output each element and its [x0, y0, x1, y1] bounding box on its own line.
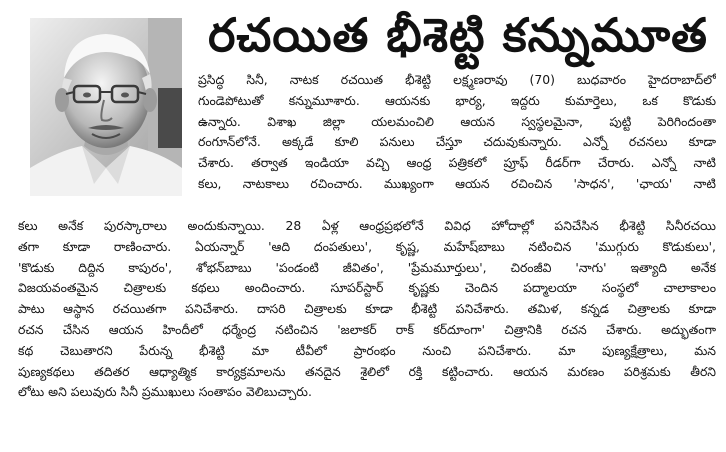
article-body-bottom	[18, 216, 716, 403]
article-line: కథ చెబుతారని పేరున్న భీశెట్టి మా టీవీలో ప్రారంభం నుంచి పనిచేశారు. మా పుణ్యక్షేత్రాలు, మన	[18, 342, 716, 358]
author-portrait-image	[30, 18, 182, 196]
article-line: పుణ్యకథలు తదితర ఆధ్యాత్మిక కార్యక్రమాలను తనదైన శైలిలో రక్తి కట్టించారు. ఆయన మరణం పరిశ్రమకు తీరని	[18, 363, 716, 379]
article-line: రచన చేసిన ఆయన హిందీలో ధర్మేంద్ర నటించిన 'జలాకర్ రాక్ కర్‌దూంగా' చిత్రానికి రచన చేశారు. అద్భుతంగా	[18, 321, 716, 337]
article-line: కలు, నాటకాలు రచించారు. ముఖ్యంగా ఆయన రచించిన 'సాధన', 'ఛాయ' నాటి	[198, 175, 716, 191]
article-body-top	[198, 70, 716, 195]
article-line: చేశారు. తర్వాత ఇండియా వచ్చి ఆంధ్ర పత్రికలో ప్రూఫ్ రీడర్‌గా చేరారు. ఎన్నో నాటి	[198, 155, 716, 171]
author-photo	[30, 18, 182, 196]
article-line: విజయవంతమైన చిత్రాలకు కథలు అందించారు. సూపర్‌స్టార్ కృష్ణకు చెందిన పద్మాలయా సంస్థలో చాలాకాలం	[18, 280, 716, 296]
article-line: రంగూన్‌లోనే. అక్కడే కూలి పనులు చేస్తూ చదువుకున్నారు. ఎన్నో రచనలు కూడా	[198, 134, 716, 150]
article-line: కలు అనేక పురస్కారాలు అందుకున్నాయి. 28 ఏళ్ల ఆంధ్రప్రభలోనే వివిధ హోదాల్లో పనిచేసిన భీశెట్టి సినీరచయి	[18, 218, 716, 233]
article-line: ప్రసిద్ధ సినీ, నాటక రచయిత భీశెట్టి లక్ష్మణరావు (70) బుధవారం హైదరాబాద్‌లో	[198, 72, 716, 87]
article-line: లోటు అని పలువురు సినీ ప్రముఖులు సంతాపం వెలిబుచ్చారు.	[18, 384, 312, 400]
article-line: ఉన్నారు. విశాఖ జిల్లా యలమంచిలి ఆయన స్వస్థలమైనా, పుట్టి పెరిగిందంతా	[198, 113, 716, 129]
article-line: 'కొడుకు దిద్దిన కాపురం', శోభన్‌బాబు 'పండంటి జీవితం', 'ప్రేమమూర్తులు', చిరంజీవి 'నాగు' ఇత్యాది అనేక	[18, 259, 716, 275]
article-line: పాటు ఆస్థాన రచయితగా పనిచేశారు. దాసరి చిత్రాలకు కూడా భీశెట్టి పనిచేశారు. తమిళ, కన్నడ చిత్రాలకు కూడా	[18, 301, 716, 317]
article-line: తగా కూడా రాణించారు. ఏయన్నార్ 'ఆది దంపతులు', కృష్ణ, మహేష్‌బాబు నటించిన 'ముగ్గురు కొడుకులు',	[18, 238, 716, 254]
article-line: గుండెపోటుతో కన్నుమూశారు. ఆయనకు భార్య, ఇద్దరు కుమార్తెలు, ఒక కొడుకు	[198, 92, 716, 108]
headline: రచయిత భీశెట్టి కన్నుమూత	[208, 8, 708, 62]
